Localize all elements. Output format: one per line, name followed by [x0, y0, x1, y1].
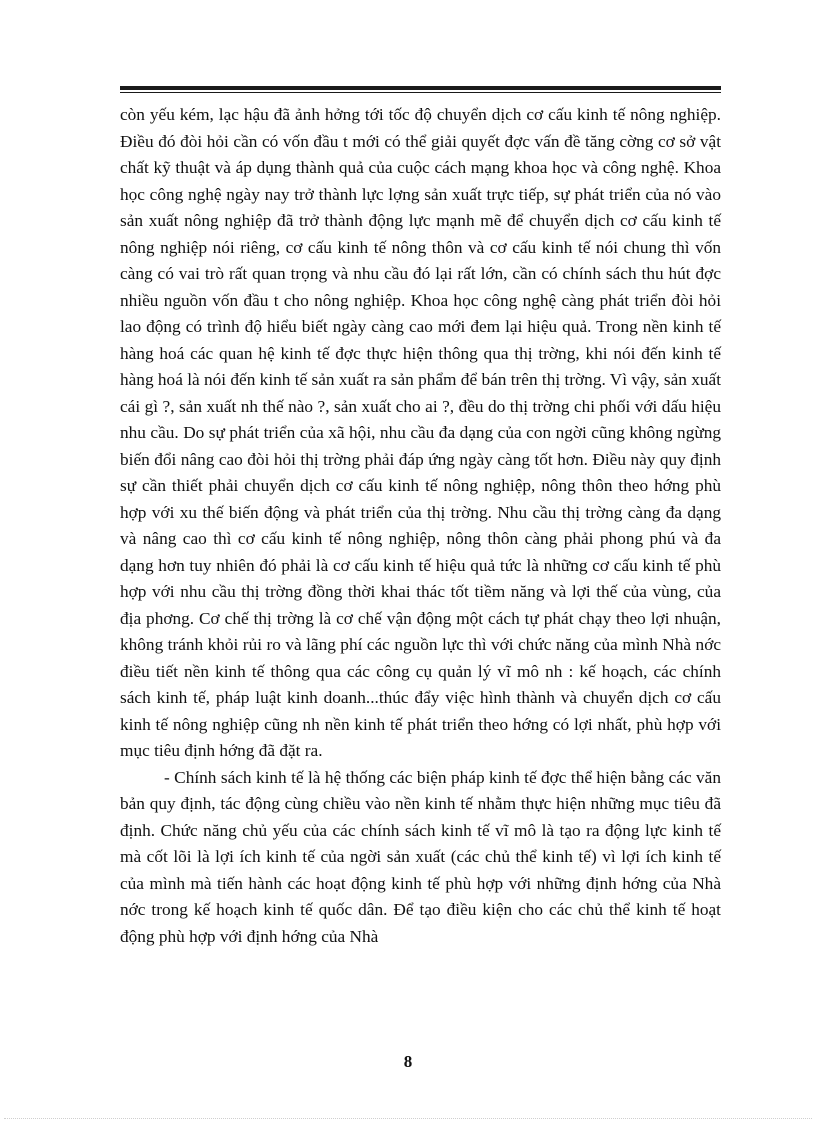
- header-rule-thick: [120, 86, 721, 90]
- page-number: 8: [403, 1052, 413, 1071]
- page-bottom-border: [4, 1118, 812, 1119]
- paragraph-continuation: còn yếu kém, lạc hậu đã ảnh hởng tới tốc độ chuyển dịch cơ cấu kinh tế nông nghiệp. Điều đó đòi hỏi cần có vốn đầu t mới có thể giải quyết đợc vấn đề tăng cờng cơ sở vật chất kỹ thuật và áp dụng thành quả của cuộc cách mạng khoa học và công nghệ. Khoa học công nghệ ngày nay trở thành lực lợng sản xuất trực tiếp, sự phát triển của nó vào sản xuất nông nghiệp đã trở thành động lực mạnh mẽ để chuyển dịch cơ cấu kinh tế nông nghiệp nói riêng, cơ cấu kinh tế nông thôn và cơ cấu kinh tế nói chung thì vốn càng có vai trò rất quan trọng và nhu cầu đó lại rất lớn, cần có chính sách thu hút đợc nhiều nguồn vốn đầu t cho nông nghiệp. Khoa học công nghệ càng phát triển đòi hỏi lao động có trình độ hiểu biết ngày càng cao mới đem lại hiệu quả. Trong nền kinh tế hàng hoá các quan hệ kinh tế đợc thực hiện thông qua thị trờng, khi nói đến kinh tế hàng hoá là nói đến kinh tế sản xuất ra sản phẩm để bán trên thị trờng. Vì vậy, sản xuất cái gì ?, sản xuất nh thế nào ?, sản xuất cho ai ?, đều do thị trờng chi phối với dấu hiệu nhu cầu. Do sự phát triển của xã hội, nhu cầu đa dạng của con ngời cũng không ngừng biến đổi nâng cao đòi hỏi thị trờng phải đáp ứng ngày càng tốt hơn. Điều này quy định sự cần thiết phải chuyển dịch cơ cấu kinh tế nông nghiệp, nông thôn theo hớng phù hợp với xu thế biến động và phát triển của thị trờng. Nhu cầu thị trờng càng đa dạng và nâng cao thì cơ cấu kinh tế nông nghiệp, nông thôn càng phải phong phú và đa dạng hơn tuy nhiên đó phải là cơ cấu kinh tế hiệu quả tức là những cơ cấu kinh tế phù hợp với nhu cầu thị trờng đồng thời khai thác tốt tiềm năng và lợi thế của vùng, của địa phơng. Cơ chế thị trờng là cơ chế vận động một cách tự phát chạy theo lợi nhuận, không tránh khỏi rủi ro và lãng phí các nguồn lực thì với chức năng của mình Nhà nớc điều tiết nền kinh tế thông qua các công cụ quản lý vĩ mô nh : kế hoạch, các chính sách kinh tế, pháp luật kinh doanh...thúc đẩy việc hình thành và chuyển dịch cơ cấu kinh tế nông nghiệp cũng nh nền kinh tế phát triển theo hớng có lợi nhất, phù hợp với mục tiêu định hớng đã đặt ra.: [120, 105, 721, 760]
- page-body: [120, 102, 721, 950]
- paragraph-economic-policy: - Chính sách kinh tế là hệ thống các biện pháp kinh tế đợc thể hiện bằng các văn bản quy định, tác động cùng chiều vào nền kinh tế nhằm thực hiện những mục tiêu đã định. Chức năng chủ yếu của các chính sách kinh tế vĩ mô là tạo ra động lực kinh tế mà cốt lõi là lợi ích kinh tế của ngời sản xuất (các chủ thể kinh tế) vì lợi ích kinh tế của mình mà tiến hành các hoạt động kinh tế phù hợp với những định hớng của Nhà nớc trong kế hoạch kinh tế quốc dân. Để tạo điều kiện cho các chủ thể kinh tế hoạt động phù hợp với định hớng của Nhà: [120, 767, 721, 946]
- header-rule-thin: [120, 92, 721, 93]
